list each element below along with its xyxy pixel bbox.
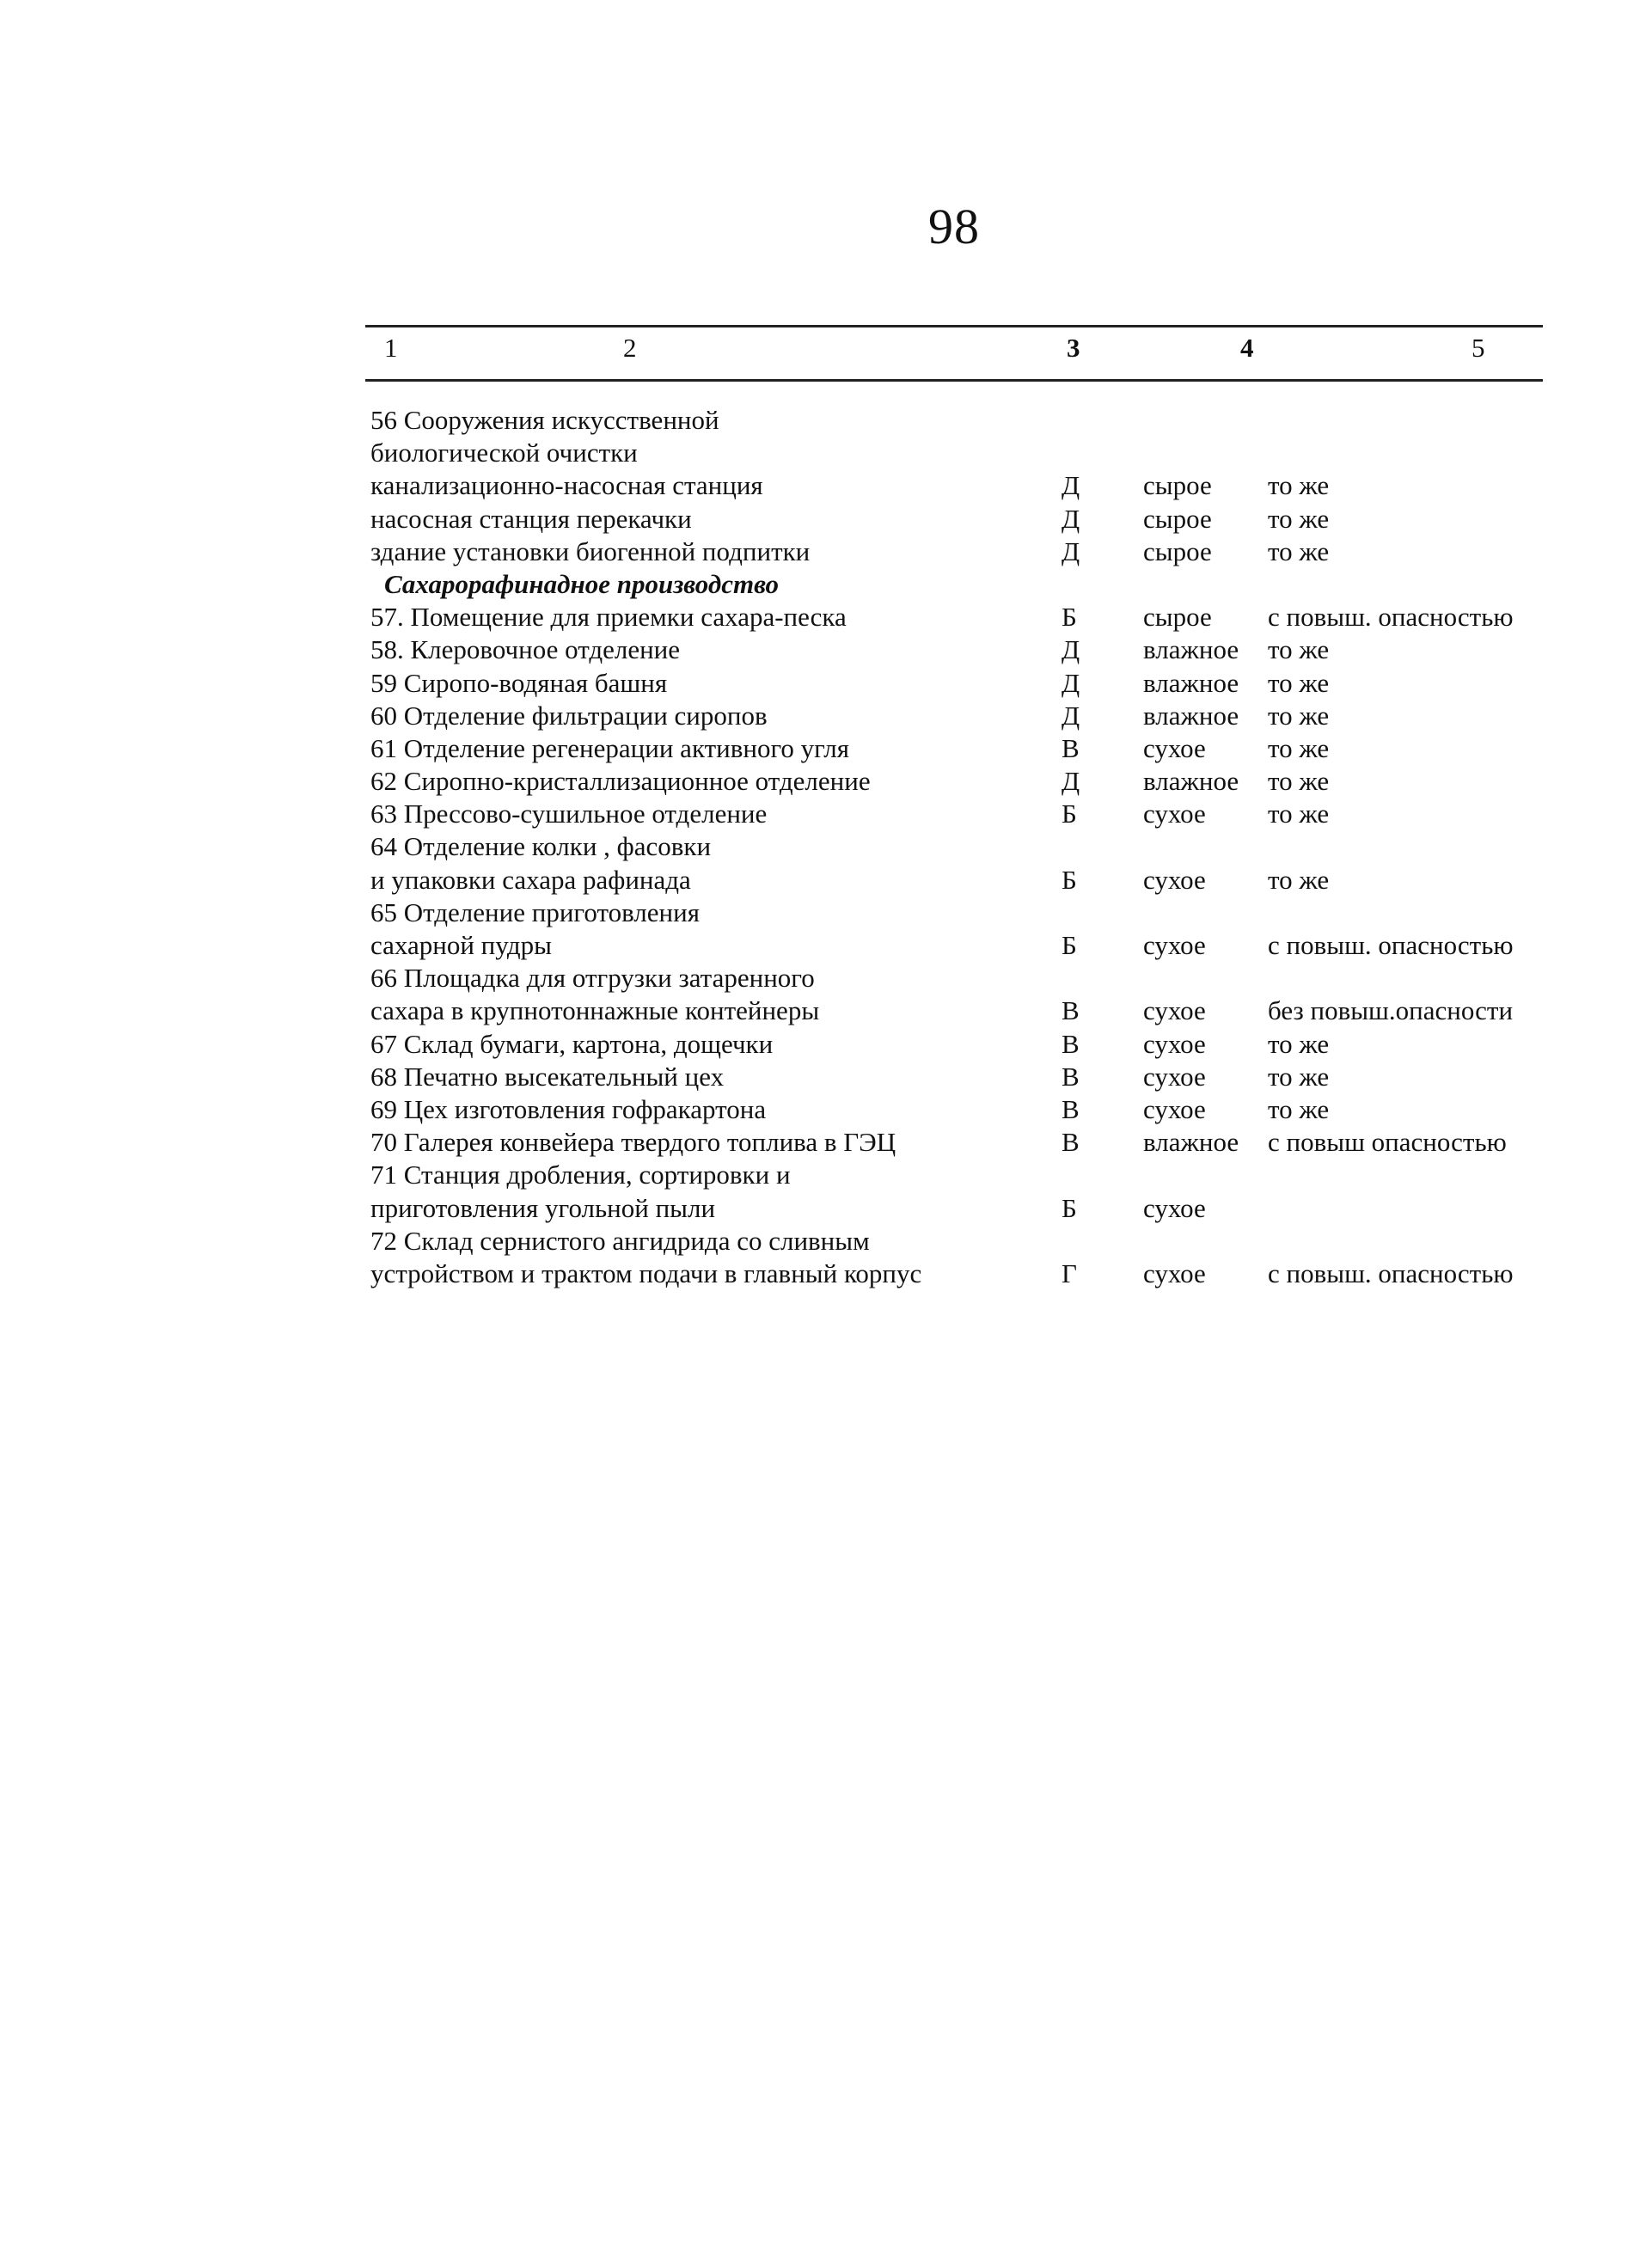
row-name: 57. Помещение для приемки сахара-песка xyxy=(370,602,847,633)
row-name: здание установки биогенной подпитки xyxy=(370,535,811,566)
row-category: Б xyxy=(1062,864,1077,895)
row-category: Б xyxy=(1062,1192,1077,1223)
row-category: Д xyxy=(1062,634,1080,665)
table-row xyxy=(365,1028,1543,1061)
section-title: Сахарорафинадное производство xyxy=(384,568,780,599)
row-danger-class: с повыш. опасностью xyxy=(1268,1258,1514,1288)
row-environment: сухое xyxy=(1143,1093,1206,1124)
row-name: 61 Отделение регенерации активного угля xyxy=(370,732,850,763)
row-category: В xyxy=(1062,1127,1080,1158)
row-name: 65 Отделение приготовления xyxy=(370,897,700,927)
row-danger-class: то же xyxy=(1268,470,1330,501)
row-name: 59 Сиропо-водяная башня xyxy=(370,667,668,698)
row-danger-class: то же xyxy=(1268,864,1330,895)
row-environment: сухое xyxy=(1143,864,1206,895)
row-environment: сырое xyxy=(1143,602,1212,633)
table-body xyxy=(365,404,1543,1290)
row-name: биологической очистки xyxy=(370,438,638,468)
table-row xyxy=(365,404,1543,437)
table-row xyxy=(365,437,1543,469)
row-environment: сухое xyxy=(1143,1061,1206,1092)
row-danger-class: то же xyxy=(1268,503,1330,534)
row-danger-class: то же xyxy=(1268,535,1330,566)
row-environment: сухое xyxy=(1143,1192,1206,1223)
row-name: 63 Прессово-сушильное отделение xyxy=(370,799,768,829)
row-environment: сухое xyxy=(1143,1028,1206,1059)
row-name: 67 Склад бумаги, картона, дощечки xyxy=(370,1028,774,1059)
table-row xyxy=(365,929,1543,962)
row-environment: сухое xyxy=(1143,732,1206,763)
page-number: 98 xyxy=(928,199,980,254)
table-row xyxy=(365,1159,1543,1191)
row-environment: сырое xyxy=(1143,503,1212,534)
row-name: 72 Склад сернистого ангидрида со сливным xyxy=(370,1225,870,1256)
row-name: 64 Отделение колки , фасовки xyxy=(370,831,712,862)
row-danger-class: с повыш опасностью xyxy=(1268,1127,1507,1158)
row-environment: влажное xyxy=(1143,766,1239,797)
row-category: Д xyxy=(1062,503,1080,534)
row-environment: сырое xyxy=(1143,535,1212,566)
table-row xyxy=(365,897,1543,929)
row-environment: сухое xyxy=(1143,1258,1206,1288)
table-row xyxy=(365,1258,1543,1290)
row-danger-class: то же xyxy=(1268,1093,1330,1124)
row-name: 60 Отделение фильтрации сиропов xyxy=(370,700,768,731)
table-row xyxy=(365,1093,1543,1126)
table-row xyxy=(365,1126,1543,1159)
row-name: 66 Площадка для отгрузки затаренного xyxy=(370,963,815,994)
table-row xyxy=(365,864,1543,897)
row-danger-class: то же xyxy=(1268,799,1330,829)
row-environment: сухое xyxy=(1143,995,1206,1026)
row-danger-class: то же xyxy=(1268,1028,1330,1059)
row-name: 56 Сооружения искусственной xyxy=(370,405,719,435)
row-category: В xyxy=(1062,1061,1080,1092)
row-category: Д xyxy=(1062,700,1080,731)
table-header-rule xyxy=(365,379,1543,382)
table-row xyxy=(365,830,1543,863)
row-name: 71 Станция дробления, сортировки и xyxy=(370,1160,791,1190)
row-environment: влажное xyxy=(1143,634,1239,665)
row-name: канализационно-насосная станция xyxy=(370,470,763,501)
row-name: сахара в крупнотоннажные контейнеры xyxy=(370,995,820,1026)
row-name: приготовления угольной пыли xyxy=(370,1192,716,1223)
row-category: Д xyxy=(1062,766,1080,797)
table-row xyxy=(365,1061,1543,1093)
row-environment: сырое xyxy=(1143,470,1212,501)
table-row xyxy=(365,700,1543,732)
row-category: Б xyxy=(1062,799,1077,829)
table-row xyxy=(365,765,1543,798)
row-category: Д xyxy=(1062,535,1080,566)
table-row xyxy=(365,503,1543,535)
row-name: 58. Клеровочное отделение xyxy=(370,634,681,665)
table-row xyxy=(365,1192,1543,1225)
column-header-3: 3 xyxy=(1067,333,1080,363)
column-header-5: 5 xyxy=(1472,333,1485,363)
row-category: Б xyxy=(1062,930,1077,960)
row-danger-class: без повыш.опасности xyxy=(1268,995,1514,1026)
row-environment: влажное xyxy=(1143,700,1239,731)
row-category: Г xyxy=(1062,1258,1077,1288)
table-row xyxy=(365,798,1543,830)
table-row xyxy=(365,601,1543,633)
table-row xyxy=(365,962,1543,994)
table-row xyxy=(365,667,1543,700)
row-environment: влажное xyxy=(1143,1127,1239,1158)
row-category: В xyxy=(1062,732,1080,763)
row-name: 70 Галерея конвейера твердого топлива в ГЭЦ xyxy=(370,1127,896,1158)
row-name: 68 Печатно высекательный цех xyxy=(370,1061,725,1092)
row-environment: сухое xyxy=(1143,930,1206,960)
table-row xyxy=(365,1225,1543,1258)
table-row xyxy=(365,732,1543,765)
table-row xyxy=(365,633,1543,666)
row-category: В xyxy=(1062,1093,1080,1124)
row-danger-class: с повыш. опасностью xyxy=(1268,602,1514,633)
row-danger-class: с повыш. опасностью xyxy=(1268,930,1514,960)
table-row xyxy=(365,535,1543,568)
row-name: 69 Цех изготовления гофракартона xyxy=(370,1093,767,1124)
row-danger-class: то же xyxy=(1268,634,1330,665)
row-category: Д xyxy=(1062,667,1080,698)
row-danger-class: то же xyxy=(1268,732,1330,763)
row-category: В xyxy=(1062,1028,1080,1059)
row-danger-class: то же xyxy=(1268,667,1330,698)
row-name: 62 Сиропно-кристаллизационное отделение xyxy=(370,766,871,797)
row-name: устройством и трактом подачи в главный корпус xyxy=(370,1258,922,1288)
row-name: сахарной пудры xyxy=(370,930,552,960)
row-category: В xyxy=(1062,995,1080,1026)
row-environment: влажное xyxy=(1143,667,1239,698)
row-danger-class: то же xyxy=(1268,700,1330,731)
row-category: Д xyxy=(1062,470,1080,501)
column-header-2: 2 xyxy=(623,333,637,363)
row-danger-class: то же xyxy=(1268,766,1330,797)
row-name: и упаковки сахара рафинада xyxy=(370,864,691,895)
column-header-row xyxy=(365,327,1543,379)
hazard-classification-table xyxy=(365,325,1543,1290)
table-row xyxy=(365,568,1543,601)
column-header-1: 1 xyxy=(384,333,398,363)
row-category: Б xyxy=(1062,602,1077,633)
column-header-4: 4 xyxy=(1240,333,1254,363)
table-row xyxy=(365,994,1543,1027)
row-name: насосная станция перекачки xyxy=(370,503,692,534)
table-row xyxy=(365,469,1543,502)
row-environment: сухое xyxy=(1143,799,1206,829)
row-danger-class: то же xyxy=(1268,1061,1330,1092)
